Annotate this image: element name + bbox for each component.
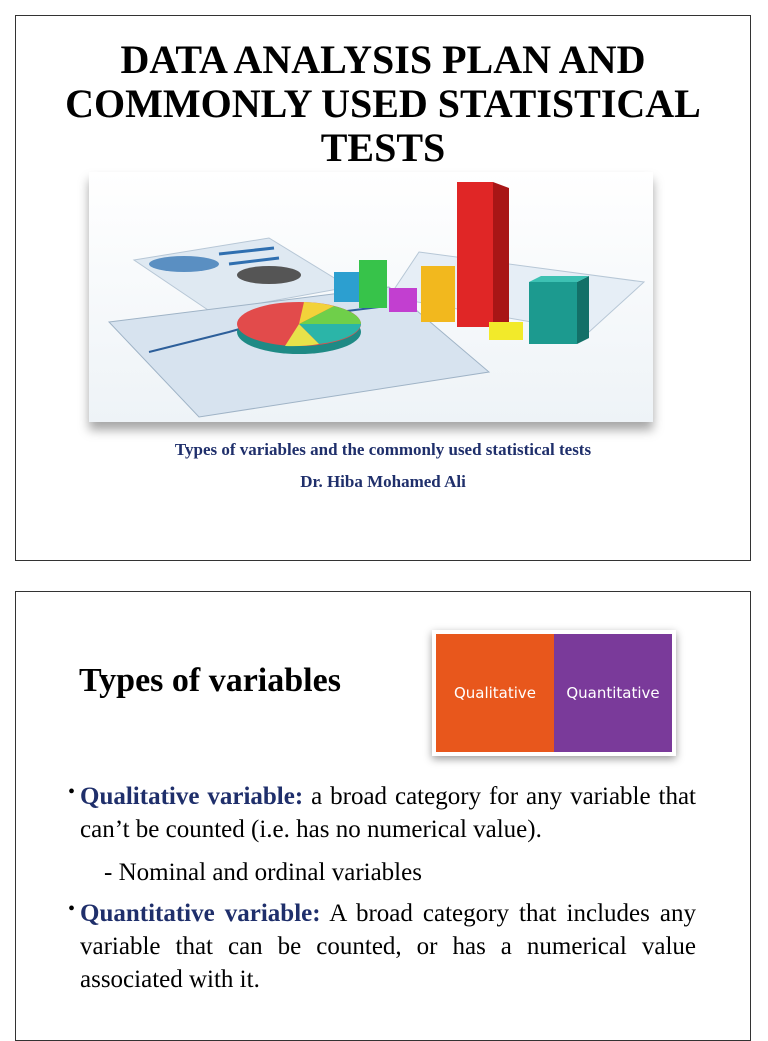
slide-1 xyxy=(15,15,751,561)
bullet-icon: • xyxy=(68,898,76,920)
slide-title: DATA ANALYSIS PLAN AND COMMONLY USED STATISTICAL TESTS xyxy=(65,37,701,170)
bullet-list xyxy=(68,780,696,996)
qualitative-label: Qualitative xyxy=(453,684,537,702)
hero-chart-image xyxy=(89,172,653,422)
bullet-text: a broad category for any variable that can’t be counted (i.e. has no numerical value). xyxy=(80,783,696,843)
quantitative-label: Quantitative xyxy=(566,684,660,702)
list-item xyxy=(68,780,696,846)
bullet-term: Quantitative variable: xyxy=(80,900,321,927)
slide-title: Types of variables xyxy=(79,662,341,699)
qualitative-quantitative-image xyxy=(432,630,676,756)
bullet-term: Qualitative variable: xyxy=(80,783,304,810)
slide-2 xyxy=(15,591,751,1041)
bullet-icon: • xyxy=(68,781,76,803)
subtitle: Types of variables and the commonly used statistical tests xyxy=(174,440,592,459)
list-item xyxy=(68,897,696,996)
list-subitem: - Nominal and ordinal variables xyxy=(104,859,422,886)
bullet-text: A broad category that includes any variable that can be counted, or has a numerical value associated with it. xyxy=(80,900,696,993)
author: Dr. Hiba Mohamed Ali xyxy=(300,472,466,491)
